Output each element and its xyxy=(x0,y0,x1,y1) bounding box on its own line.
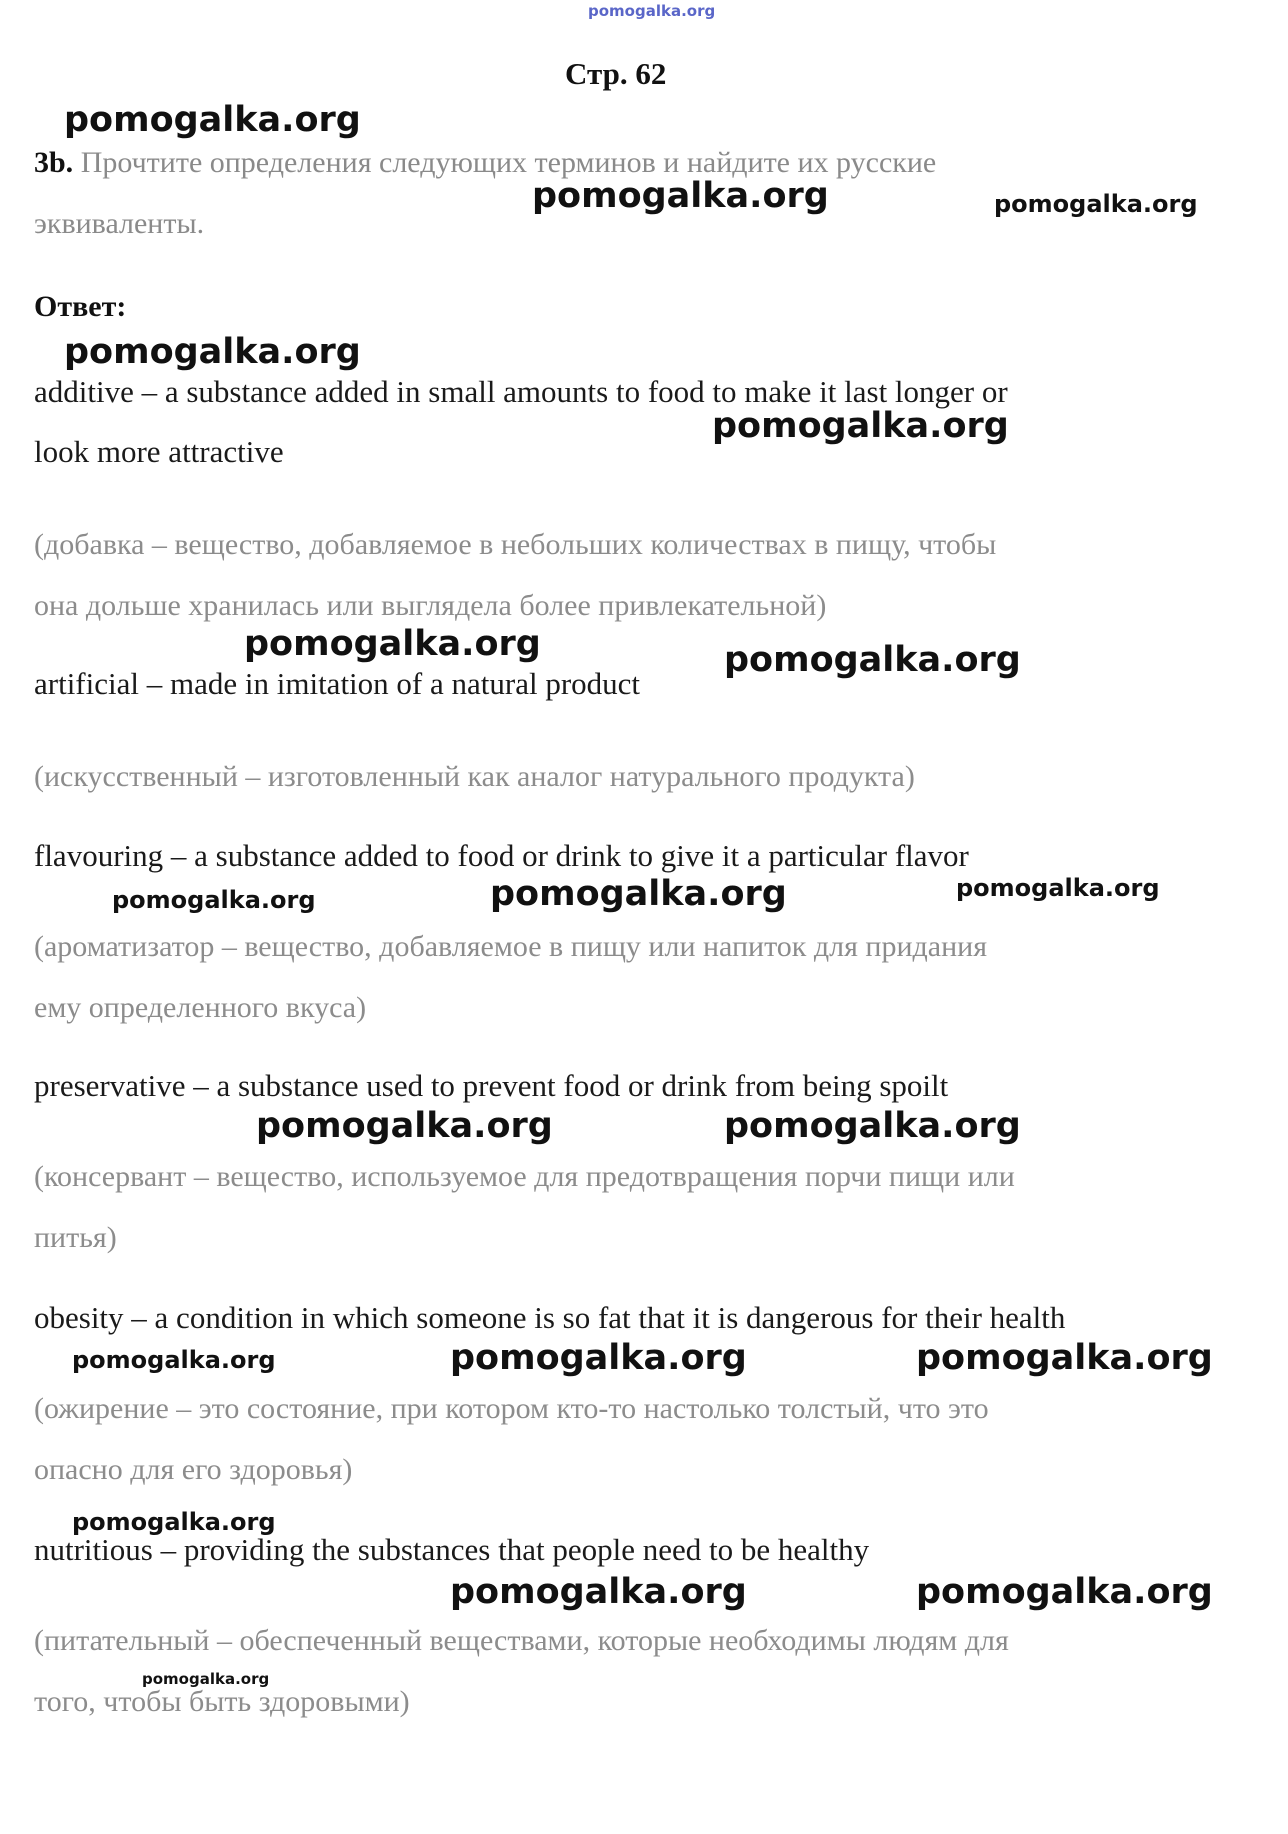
watermark: pomogalka.org xyxy=(72,1508,276,1536)
watermark: pomogalka.org xyxy=(64,332,361,372)
watermark: pomogalka.org xyxy=(956,874,1160,902)
watermark: pomogalka.org xyxy=(532,176,829,216)
watermark: pomogalka.org xyxy=(72,1346,276,1374)
task-number: 3b. xyxy=(34,146,74,179)
term-translation-line: (ароматизатор – вещество, добавляемое в пищу или напиток для придания xyxy=(34,930,987,963)
task-text-line1: Прочтите определения следующих терминов и найдите их русские xyxy=(80,146,937,179)
term-translation-ru xyxy=(34,746,1214,807)
term-definition-en: look more attractive xyxy=(34,434,284,469)
term-definition-en: flavouring – a substance added to food or drink to give it a particular flavor xyxy=(34,838,969,873)
watermark: pomogalka.org xyxy=(64,100,361,140)
term-translation-line: (консервант – вещество, используемое для предотвращения порчи пищи или xyxy=(34,1160,1015,1193)
watermark: pomogalka.org xyxy=(244,624,541,664)
page-title: Стр. 62 xyxy=(565,56,667,91)
term-translation-line: опасно для его здоровья) xyxy=(34,1453,353,1486)
task-text-line2: эквиваленты. xyxy=(34,207,205,240)
term-definition-en: obesity – a condition in which someone is so fat that it is dangerous for their health xyxy=(34,1300,1066,1335)
term-translation-line: она дольше хранилась или выглядела более привлекательной) xyxy=(34,589,827,622)
term-definition-en: additive – a substance added in small amounts to food to make it last longer or xyxy=(34,374,1008,409)
watermark: pomogalka.org xyxy=(916,1338,1213,1378)
watermark: pomogalka.org xyxy=(994,190,1198,218)
watermark: pomogalka.org xyxy=(112,886,316,914)
watermark: pomogalka.org xyxy=(142,1670,270,1688)
term-translation-line: питья) xyxy=(34,1221,117,1254)
watermark: pomogalka.org xyxy=(256,1106,553,1146)
term-definition-en: nutritious – providing the substances that people need to be healthy xyxy=(34,1532,870,1567)
term-definition-en: preservative – a substance used to prevent food or drink from being spoilt xyxy=(34,1068,949,1103)
term-translation-line: ему определенного вкуса) xyxy=(34,991,367,1024)
watermark: pomogalka.org xyxy=(712,406,1009,446)
term-translation-line: (питательный – обеспеченный веществами, которые необходимы людям для xyxy=(34,1624,1009,1657)
term-translation-line: (искусственный – изготовленный как аналог натурального продукта) xyxy=(34,760,915,793)
term-translation-ru xyxy=(34,916,1214,1038)
watermark: pomogalka.org xyxy=(724,640,1021,680)
top-watermark: pomogalka.org xyxy=(588,2,716,20)
watermark: pomogalka.org xyxy=(450,1572,747,1612)
term-definition-en: artificial – made in imitation of a natural product xyxy=(34,666,641,701)
term-translation-line: того, чтобы быть здоровыми) xyxy=(34,1685,410,1718)
term-translation-line: (добавка – вещество, добавляемое в небольших количествах в пищу, чтобы xyxy=(34,528,997,561)
watermark: pomogalka.org xyxy=(724,1106,1021,1146)
term-translation-ru xyxy=(34,1146,1214,1268)
answer-label: Ответ: xyxy=(34,290,127,323)
term-translation-ru xyxy=(34,1378,1214,1500)
watermark: pomogalka.org xyxy=(450,1338,747,1378)
watermark: pomogalka.org xyxy=(490,874,787,914)
term-translation-ru xyxy=(34,514,1214,636)
term-translation-line: (ожирение – это состояние, при котором кто-то настолько толстый, что это xyxy=(34,1392,989,1425)
watermark: pomogalka.org xyxy=(916,1572,1213,1612)
